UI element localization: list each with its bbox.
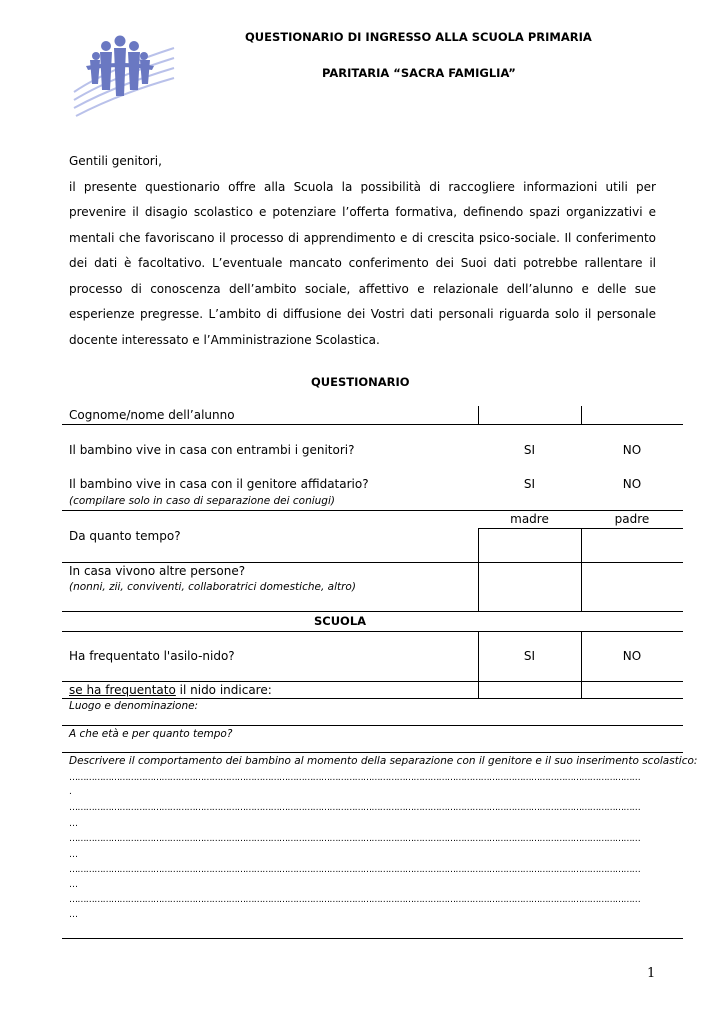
- document-subtitle: PARITARIA “SACRA FAMIGLIA”: [322, 66, 516, 80]
- page-number: 1: [647, 966, 656, 981]
- intro-paragraph: il presente questionario offre alla Scuola la possibilità di raccogliere informazioni utili per prevenire il disagio scolastico e potenziare l’offerta formativa, definendo spazi organizzativi e mentali che favoriscano il processo di apprendimento e di crescita psico-sociale. Il conferimento dei dati è facoltativo. L’eventuale mancato conferimento dei Suoi dati potrebbe rallentare il processo di conoscenza dell’ambito sociale, affettivo e relazionale dell’alunno e delle sue esperienze pregresse. L’ambito di diffusione dei Vostri dati personali riguarda solo il personale docente interessato e l’Amministrazione Scolastica.: [69, 179, 656, 347]
- q-nursery-details-prefix: se ha frequentato: [69, 683, 176, 697]
- answer-line-end: …: [69, 850, 78, 860]
- questionario-heading: QUESTIONARIO: [311, 375, 410, 389]
- answer-line-end: …: [69, 910, 78, 920]
- row-divider: [62, 681, 683, 682]
- q-other-people-note: (nonni, zii, conviventi, collaboratrici domestiche, altro): [69, 581, 356, 593]
- answer-father[interactable]: padre: [614, 512, 650, 526]
- scuola-heading: SCUOLA: [314, 614, 367, 628]
- row-divider: [62, 611, 683, 612]
- row-divider: [62, 562, 683, 563]
- answer-line[interactable]: ……………………………………………………………………………………………………………………………………………………………………………………: [69, 803, 641, 813]
- q-custodial-note: (compilare solo in caso di separazione dei coniugi): [69, 495, 335, 507]
- answer-yes[interactable]: SI: [523, 443, 536, 457]
- row-divider: [62, 631, 683, 632]
- q-place-name: Luogo e denominazione:: [69, 700, 199, 712]
- q-age-duration: A che età e per quanto tempo?: [69, 728, 233, 740]
- row-divider: [62, 510, 683, 511]
- column-divider: [478, 528, 479, 611]
- intro-section: [69, 149, 656, 353]
- answer-no[interactable]: NO: [622, 649, 642, 663]
- q-nursery-details-suffix: il nido indicare:: [175, 683, 272, 697]
- answer-line[interactable]: ……………………………………………………………………………………………………………………………………………………………………………………: [69, 834, 641, 844]
- answer-mother[interactable]: madre: [510, 512, 549, 526]
- answer-line-end: …: [69, 880, 78, 890]
- row-divider: [62, 698, 683, 699]
- answer-yes[interactable]: SI: [523, 649, 536, 663]
- answer-yes[interactable]: SI: [523, 477, 536, 491]
- school-logo: [66, 30, 178, 118]
- answer-line[interactable]: ……………………………………………………………………………………………………………………………………………………………………………………: [69, 773, 641, 783]
- answer-line[interactable]: ……………………………………………………………………………………………………………………………………………………………………………………: [69, 895, 641, 905]
- column-divider: [478, 631, 479, 698]
- q-custodial-parent: Il bambino vive in casa con il genitore affidatario?: [69, 477, 369, 491]
- answer-no[interactable]: NO: [622, 477, 642, 491]
- answer-line[interactable]: ……………………………………………………………………………………………………………………………………………………………………………………: [69, 865, 641, 875]
- row-divider: [62, 938, 683, 939]
- column-divider: [581, 406, 582, 424]
- q-both-parents: Il bambino vive in casa con entrambi i genitori?: [69, 443, 355, 457]
- column-divider: [581, 528, 582, 611]
- q-student-name: Cognome/nome dell’alunno: [69, 408, 235, 422]
- row-divider: [62, 725, 683, 726]
- answer-no[interactable]: NO: [622, 443, 642, 457]
- q-nursery-details: [69, 683, 272, 697]
- row-divider: [62, 424, 683, 425]
- q-how-long: Da quanto tempo?: [69, 529, 181, 543]
- row-divider: [62, 752, 683, 753]
- answer-line-end: …: [69, 819, 78, 829]
- column-divider: [581, 631, 582, 698]
- q-describe-behaviour: Descrivere il comportamento dei bambino al momento della separazione con il genitore e il suo inserimento scolastico:: [69, 755, 698, 767]
- column-divider: [478, 406, 479, 424]
- q-other-people: In casa vivono altre persone?: [69, 564, 246, 578]
- answer-line-end: .: [69, 787, 72, 797]
- greeting: Gentili genitori,: [69, 154, 162, 168]
- q-nursery: Ha frequentato l'asilo-nido?: [69, 649, 235, 663]
- document-title: QUESTIONARIO DI INGRESSO ALLA SCUOLA PRIMARIA: [245, 30, 592, 44]
